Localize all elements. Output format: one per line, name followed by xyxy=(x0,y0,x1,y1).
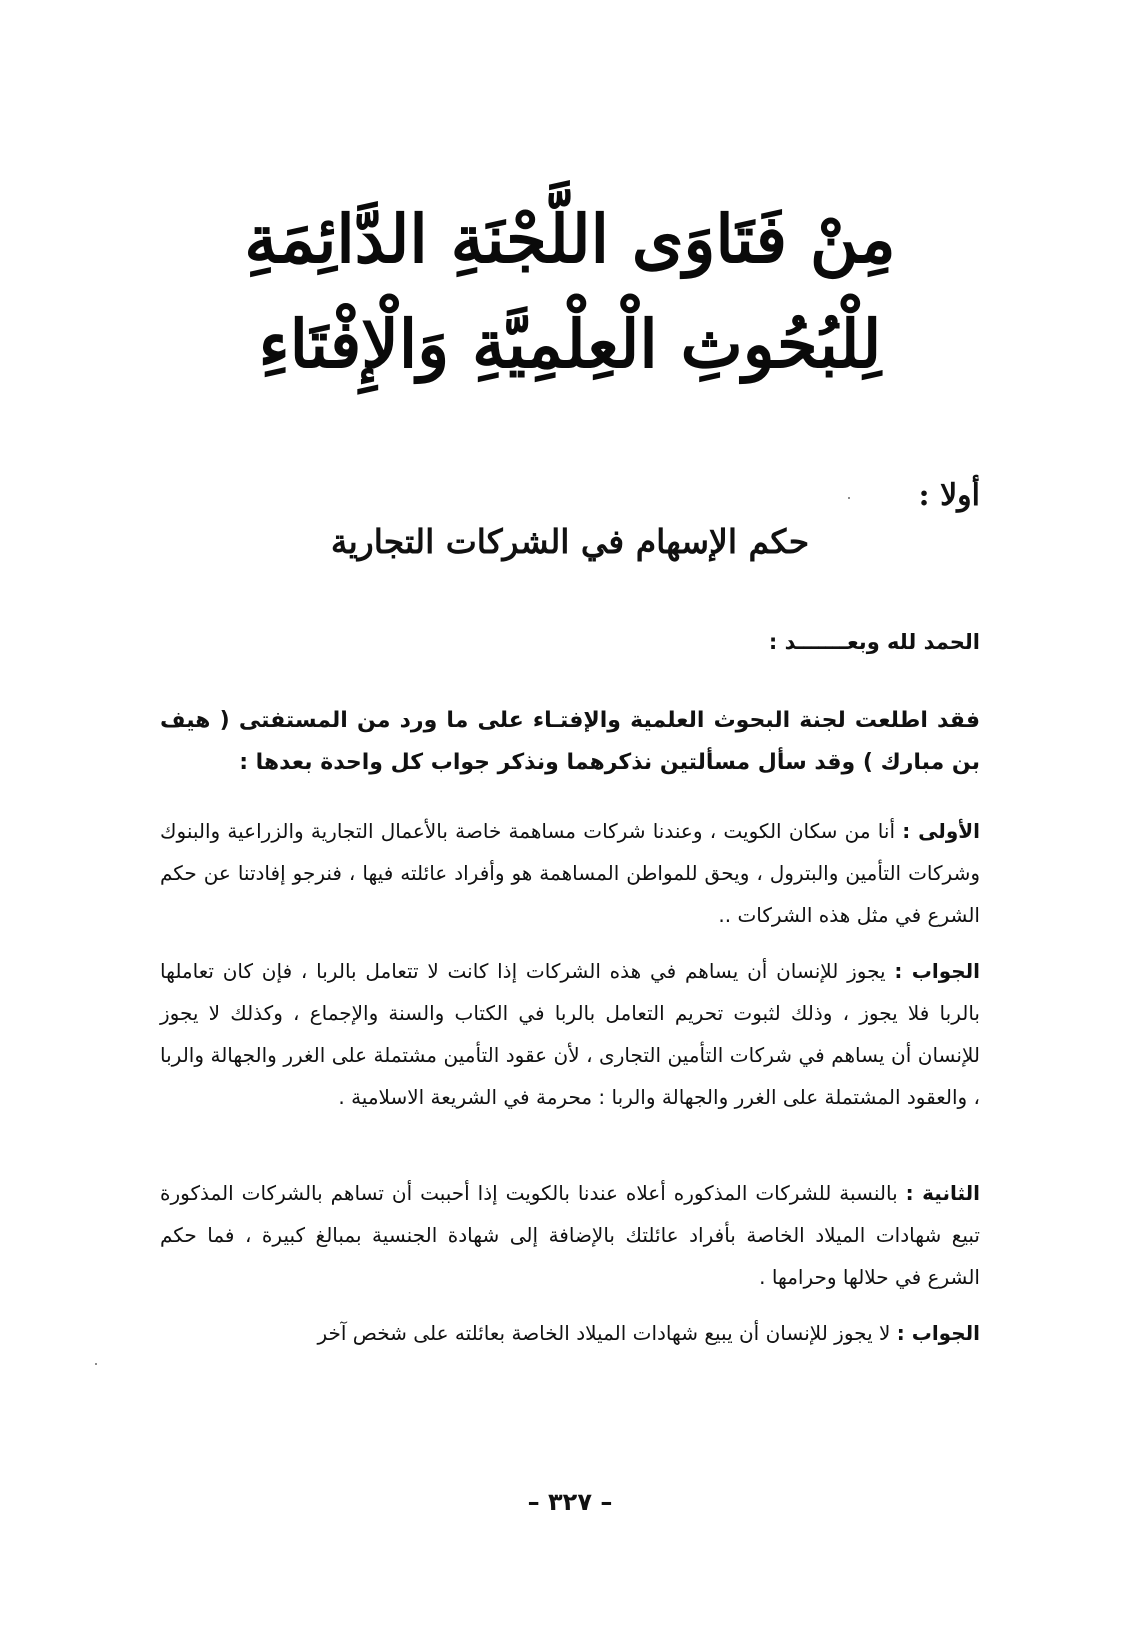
question-2 xyxy=(160,1172,980,1298)
section-label: أولا : xyxy=(918,478,980,513)
answer-2-text: لا يجوز للإنسان أن يبيع شهادات الميلاد الخاصة بعائلته على شخص آخر xyxy=(317,1321,897,1345)
intro-paragraph: فقد اطلعت لجنة البحوث العلمية والإفتـاء على ما ورد من المستفتى ( هيف بن مبارك ) وقد سأل مسألتين نذكرهما ونذكر جواب كل واحدة بعدها : xyxy=(160,708,980,775)
answer-1-lead: الجواب : xyxy=(894,959,981,983)
question-1-text: أنا من سكان الكويت ، وعندنا شركات مساهمة خاصة بالأعمال التجارية والزراعية والبنوك وشركات التأمين والبترول ، ويحق للمواطن المساهمة هو وأفراد عائلته فيها ، فنرجو إفادتنا عن حكم الشرع في مثل هذه الشركات .. xyxy=(160,819,980,927)
title-line-1: مِنْ فَتَاوَى اللَّجْنَةِ الدَّائِمَةِ xyxy=(244,200,896,278)
answer-2-lead: الجواب : xyxy=(896,1321,980,1345)
answer-1 xyxy=(160,950,980,1118)
scan-speck xyxy=(95,1363,97,1365)
question-1 xyxy=(160,810,980,936)
question-2-lead: الثانية : xyxy=(905,1181,980,1205)
answer-1-text: يجوز للإنسان أن يساهم في هذه الشركات إذا كانت لا تتعامل بالربا ، فإن كان تعاملها بالربا فلا يجوز ، وذلك لثبوت تحريم التعامل بالربا في الكتاب والسنة والإجماع ، وكذلك لا يجوز للإنسان أن يساهم في شركات التأمين التجارى ، لأن عقود التأمين مشتملة على الغرر والجهالة والربا ، والعقود المشتملة على الغرر والجهالة والربا : محرمة في الشريعة الاسلامية . xyxy=(160,959,980,1109)
question-1-lead: الأولى : xyxy=(902,819,980,843)
greeting: الحمد لله وبعـــــــد : xyxy=(768,630,980,654)
answer-2 xyxy=(160,1312,980,1354)
scan-speck xyxy=(848,497,850,499)
title-line-2: لِلْبُحُوثِ الْعِلْمِيَّةِ وَالْإِفْتَاءِ xyxy=(258,305,882,383)
page-number: – ٣٢٧ – xyxy=(527,1488,613,1516)
section-subtitle: حكم الإسهام في الشركات التجارية xyxy=(330,522,810,561)
question-2-text: بالنسبة للشركات المذكوره أعلاه عندنا بالكويت إذا أحببت أن تساهم بالشركات المذكورة تبيع شهادات الميلاد الخاصة بأفراد عائلتك بالإضافة إلى شهادة الجنسية بمبالغ كبيرة ، فما حكم الشرع في حلالها وحرامها . xyxy=(160,1181,980,1289)
